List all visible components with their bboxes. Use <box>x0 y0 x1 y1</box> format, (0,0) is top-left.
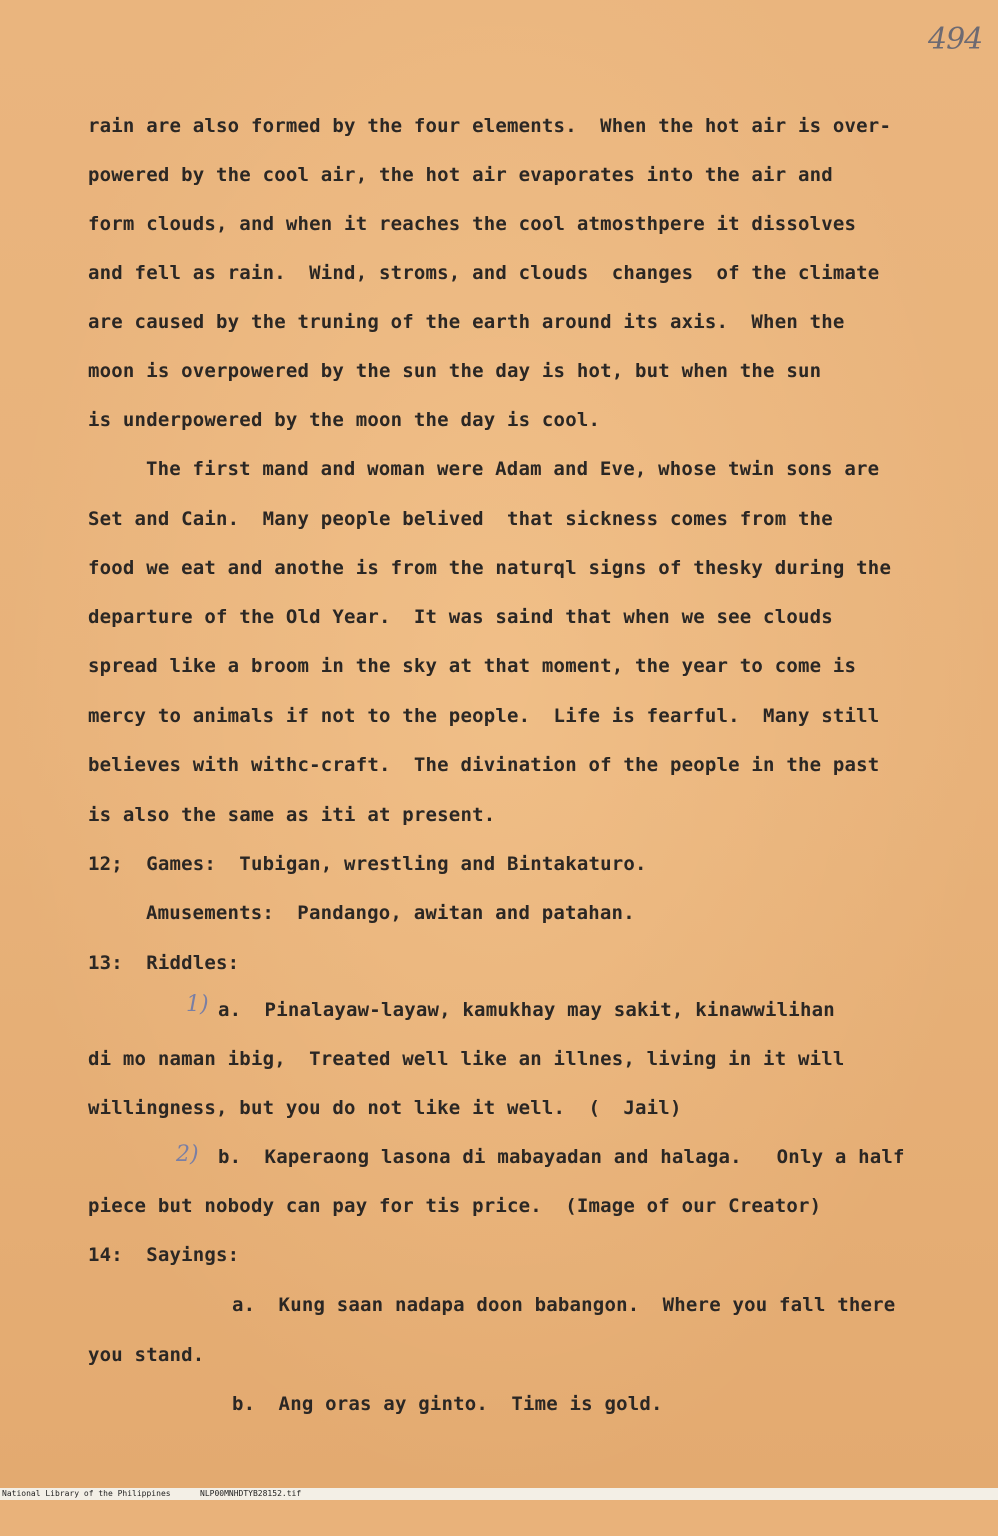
scan-footer <box>0 1488 998 1500</box>
text-line: rain are also formed by the four elements. When the hot air is over- <box>88 115 892 137</box>
riddle-a: a. Pinalayaw-layaw, kamukhay may sakit, kinawwilihan <box>218 999 835 1021</box>
section-sayings: 14: Sayings: <box>88 1244 240 1266</box>
text-line: are caused by the truning of the earth around its axis. When the <box>88 311 845 333</box>
text-line: Set and Cain. Many people belived that sickness comes from the <box>88 508 833 530</box>
section-riddles: 13: Riddles: <box>88 952 240 974</box>
saying-b: b. Ang oras ay ginto. Time is gold. <box>232 1393 663 1415</box>
text-line: powered by the cool air, the hot air evaporates into the air and <box>88 164 833 186</box>
text-line: is also the same as iti at present. <box>88 804 496 826</box>
text-line: you stand. <box>88 1344 205 1366</box>
text-line: willingness, but you do not like it well. ( Jail) <box>88 1097 682 1119</box>
text-line: and fell as rain. Wind, stroms, and clouds changes of the climate <box>88 262 880 284</box>
text-line: moon is overpowered by the sun the day is hot, but when the sun <box>88 360 822 382</box>
page-number: 494 <box>928 22 983 57</box>
text-line: The first mand and woman were Adam and Eve, whose twin sons are <box>146 458 880 480</box>
text-line: form clouds, and when it reaches the cool atmosthpere it dissolves <box>88 213 857 235</box>
text-line: departure of the Old Year. It was saind that when we see clouds <box>88 606 833 628</box>
text-line: is underpowered by the moon the day is cool. <box>88 409 601 431</box>
text-line: piece but nobody can pay for tis price. (Image of our Creator) <box>88 1195 822 1217</box>
text-line: di mo naman ibig, Treated well like an illnes, living in it will <box>88 1048 845 1070</box>
section-amusements: Amusements: Pandango, awitan and patahan. <box>146 902 635 924</box>
section-games: 12; Games: Tubigan, wrestling and Bintakaturo. <box>88 853 647 875</box>
library-name: National Library of the Philippines <box>2 1489 171 1498</box>
text-line: spread like a broom in the sky at that moment, the year to come is <box>88 655 857 677</box>
handwritten-mark: 2) <box>176 1142 199 1167</box>
text-line: believes with withc-craft. The divination of the people in the past <box>88 754 880 776</box>
text-line: mercy to animals if not to the people. Life is fearful. Many still <box>88 705 880 727</box>
saying-a: a. Kung saan nadapa doon babangon. Where you fall there <box>232 1294 896 1316</box>
riddle-b: b. Kaperaong lasona di mabayadan and halaga. Only a half <box>218 1146 905 1168</box>
file-name: NLP00MNHDTYB28152.tif <box>200 1489 302 1498</box>
handwritten-mark: 1) <box>186 992 209 1017</box>
text-line: food we eat and anothe is from the naturql signs of thesky during the <box>88 557 892 579</box>
